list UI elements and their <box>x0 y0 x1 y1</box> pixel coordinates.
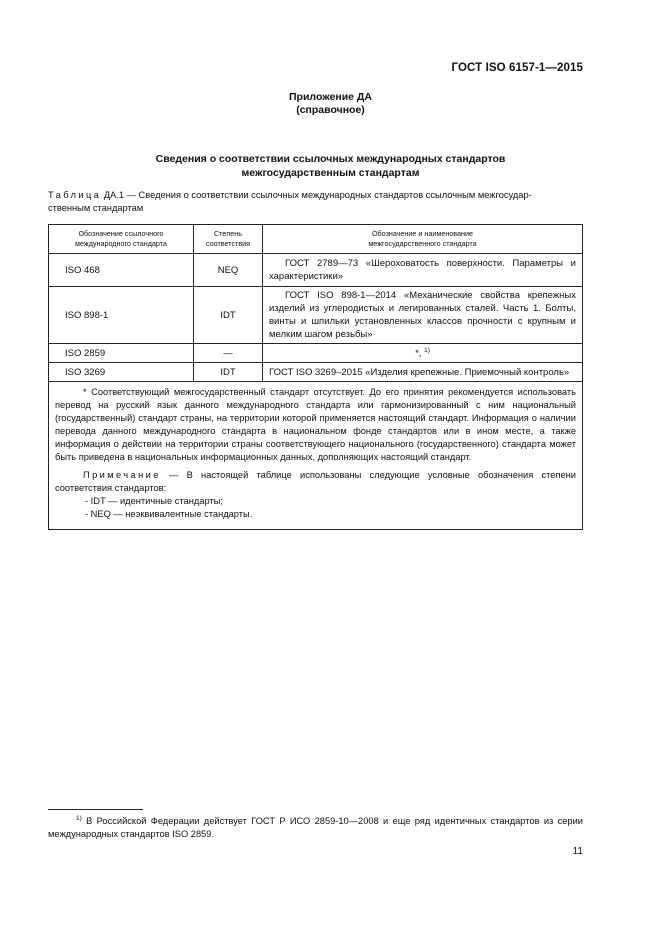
header-intl-line2: международного стандарта <box>75 239 167 248</box>
cell-degree: IDT <box>194 287 263 344</box>
cell-national: ГОСТ ISO 3269–2015 «Изделия крепежные. Приемочный контроль» <box>263 363 583 382</box>
table-caption-text-line1: ДА.1 — Сведения о соответствии ссылочных международных стандартов ссылочным межгосудар- <box>101 190 532 200</box>
correspondence-table <box>48 224 583 530</box>
footnote-divider <box>48 809 143 810</box>
header-degree-line1: Степень <box>213 229 242 238</box>
page-number: 11 <box>572 846 583 857</box>
cell-degree: — <box>194 344 263 363</box>
table-notes-row <box>49 382 583 530</box>
table-note <box>55 469 576 495</box>
header-national-standard <box>263 225 583 254</box>
table-row <box>49 287 583 344</box>
header-national-line2: межгосударственного стандарта <box>368 239 477 248</box>
star-footnote: * Соответствующий межгосударственный стандарт отсутствует. До его принятия рекомендуется использовать перевод на русский язык данного международного стандарта или гармонизированный с ним национальный (государственный) стандарт страны, на территории которой применяется настоящий стандарт. Информация о наличии перевода данного международного стандарта в национальном фонде стандартов или в ином месте, а также информация о действии на территории страны соответствующего национального (государственного) стандарта может быть приведена в национальных информационных данных, дополняющих настоящий стандарт. <box>55 387 576 462</box>
cell-national-star: *, <box>415 347 425 359</box>
header-intl-standard <box>49 225 194 254</box>
note-item: - IDT — идентичные стандарты; <box>85 496 223 506</box>
header-national-line1: Обозначение и наименование <box>371 229 474 238</box>
note-item: - NEQ — неэквивалентные стандарты. <box>85 509 253 519</box>
cell-intl: ISO 3269 <box>49 363 194 382</box>
cell-intl: ISO 2859 <box>49 344 194 363</box>
table-row <box>49 254 583 287</box>
page-footnote-text: В Российской Федерации действует ГОСТ Р ИСО 2859-10—2008 и еще ряд идентичных стандартов из серии международных стандартов ISO 2859. <box>48 816 583 839</box>
section-title-line2: межгосударственным стандартам <box>241 167 420 179</box>
cell-national <box>263 344 583 363</box>
cell-degree: IDT <box>194 363 263 382</box>
table-row <box>49 363 583 382</box>
table-notes <box>49 382 583 530</box>
header-intl-line1: Обозначение ссылочного <box>78 229 164 238</box>
cell-national: ГОСТ 2789—73 «Шероховатость поверхности. Параметры и характеристики» <box>263 254 583 287</box>
footnote-ref: 1) <box>424 346 430 354</box>
note-label: Примечание <box>83 470 161 480</box>
document-code: ГОСТ ISO 6157-1—2015 <box>451 62 583 74</box>
header-degree <box>194 225 263 254</box>
cell-intl: ISO 898-1 <box>49 287 194 344</box>
cell-degree: NEQ <box>194 254 263 287</box>
appendix-type: (справочное) <box>296 104 365 116</box>
table-caption-text-line2: ственным стандартам <box>48 203 144 213</box>
appendix-title: Приложение ДА <box>289 91 372 103</box>
page-footnote <box>48 815 583 841</box>
table-row <box>49 344 583 363</box>
section-title-line1: Сведения о соответствии ссылочных международных стандартов <box>155 153 506 165</box>
header-degree-line2: соответствия <box>205 239 251 248</box>
note-text: — В настоящей таблице использованы следующие условные обозначения степени соответствия стандартов: <box>55 470 576 493</box>
table-caption <box>48 189 583 215</box>
table-header-row <box>49 225 583 254</box>
cell-national: ГОСТ ISO 898-1—2014 «Механические свойства крепежных изделий из углеродистых и легированных сталей. Часть 1. Болты, винты и шпильки установленных классов прочности с крупным и мелким шагом резьбы» <box>263 287 583 344</box>
page-footnote-mark: 1) <box>76 814 82 822</box>
cell-intl: ISO 468 <box>49 254 194 287</box>
table-caption-label: Таблица <box>48 190 102 200</box>
